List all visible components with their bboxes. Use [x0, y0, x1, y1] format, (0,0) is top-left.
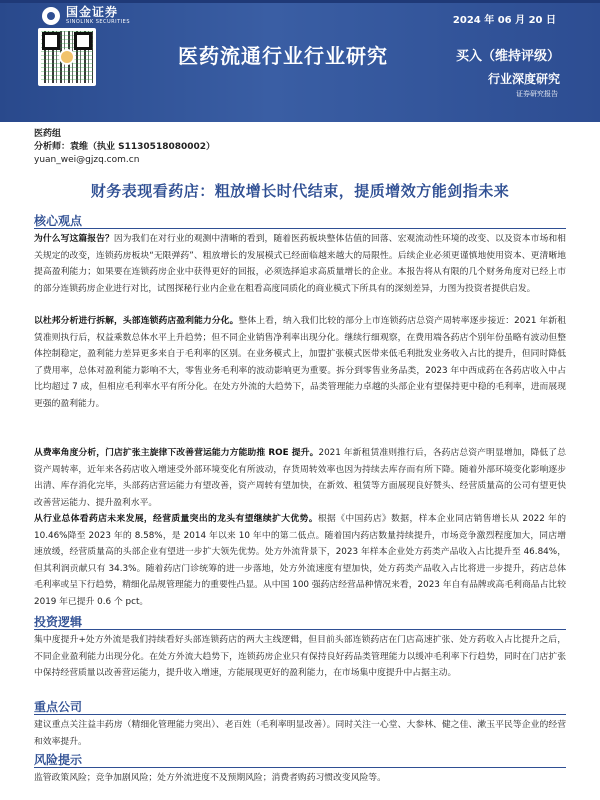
analyst-email[interactable]: yuan_wei@gjzq.com.cn: [34, 155, 140, 165]
report-date: 2024 年 06 月 20 日: [452, 15, 556, 26]
report-title: 医药流通行业行业研究: [178, 44, 388, 68]
header-top-stripe: [0, 0, 600, 3]
section-risks-rule: [34, 767, 566, 768]
qr-code: [38, 28, 96, 86]
qr-center-logo: [59, 49, 75, 65]
logic-paragraph: 集中度提升+处方外流是我们持续看好头部连锁药店的两大主线逻辑，但目前头部连锁药店在门店高速扩张、处方药收入占比提升之后，不同企业盈利能力出现分化。在处方外流大趋势下，连锁药房企业只有保持良好药品类管理能力以缓冲毛利率下行趋势，同时在门店扩张中保持经营质量以改善营运能力，提升收入增速，方能展现更好的盈利能力，在市场集中度提升中占据主动。: [34, 635, 566, 679]
core-p3-body: 2021 年新租赁准则推行后，各药店总资产明显增加，降低了总资产周转率，近年来各药店收入增速受外部环境变化有所波动，存货周转效率也因为持续去库存而有所下降。随着外部环境变化影响逐步出清、库存消化完毕，头部药店营运能力有望改善，资产周转有望加快，在新效、租赁等方面展现良好赞头、经营质量高的公司有望更快改善营运能力、提升盈利水平。: [34, 448, 566, 508]
core-paragraph-1: [34, 231, 566, 297]
analyst-label: 分析师：: [34, 142, 71, 152]
report-category: 证券研究报告: [516, 90, 558, 98]
core-paragraph-2: [34, 313, 566, 413]
core-paragraph-4: [34, 511, 566, 611]
logo-name-cn: 国金证券: [66, 5, 119, 19]
section-logic-rule: [34, 629, 566, 630]
report-headline: 财务表现看药店：粗放增长时代结束，提质增效方能剑指未来: [90, 182, 510, 200]
section-core-heading: 核心观点: [34, 214, 83, 228]
research-group: 医药组: [34, 129, 62, 139]
core-p2-body: 整体上看，纳入我们比较的部分上市连锁药店总资产周转率逐步接近：2021 年新租赁准则执行后，权益乘数总体水平上升趋势；但不同企业销售净利率出现分化。继续行细观察，在费用端各药店个别年份虽略有波动但整体控制稳定，盈利能力差异更多来自于毛利率的区别。在业务模式上，加盟扩张模式医带来低毛利批发业务收入占比的提升，但同时降低了费用率，总体对盈利能力影响不大，零售业务毛利率的波动影响更为重要。拆分到零售业务品类，2023 年中西成药在各药店收入中占比均超过 7 成，但相应毛利率水平有所分化。在处方外流的大趋势下，品类管理能力卓越的头部企业有望保持更中稳的毛利率，进而展现更强的盈利能力。: [34, 316, 566, 409]
section-risks-heading: 风险提示: [34, 753, 83, 767]
qr-code-pattern: [41, 31, 93, 83]
section-companies-rule: [34, 714, 566, 715]
section-core-rule: [34, 228, 566, 229]
core-p2-lead: 以杜邦分析进行拆解，头部连锁药店盈利能力分化。: [34, 316, 239, 326]
report-header: [0, 0, 600, 122]
analyst-info: [34, 128, 215, 167]
company-logo: [42, 6, 130, 25]
core-p1-lead: 为什么写这篇报告？: [34, 234, 114, 244]
logo-text: [66, 6, 130, 25]
core-p4-body: 根据《中国药店》数据，样本企业同店销售增长从 2022 年的 10.46%降至 2023 年的 8.58%，是 2014 年以来 10 年中的第二低点。随着国内药店数量持续提升，市场竞争激烈程度加大，同店增速放缓，经营质量高的头部企业有望进一步扩大领先优势。处方外流背景下，2023 年样本企业处方药类产品收入占比提升至 46.84%，但其利润贡献只有 34.3%。随着药店门诊统筹的进一步落地，处方外流速度有望加快，处方药类产品收入占比将进一步提升，药店总体毛利率或呈下行趋势，精细化品规管理能力的重要性凸显。从中国 100 强药店经营品种情况来看，2023 年自有品牌或高毛利商品占比较 2019 年已提升 0.6 个 pct。: [34, 514, 566, 607]
analyst-line: [34, 141, 215, 154]
core-paragraph-3: [34, 445, 566, 511]
section-companies-heading: 重点公司: [34, 700, 83, 714]
core-p3-lead: 从费率角度分析，门店扩张主旋律下改善营运能力方能助推 ROE 提升。: [34, 448, 319, 458]
section-logic-heading: 投资逻辑: [34, 615, 83, 629]
core-p4-lead: 从行业总体看药店未来发展，经营质量突出的龙头有望继续扩大优势。: [34, 514, 318, 524]
risks-paragraph: 监管政策风险；竞争加剧风险；处方外流进度不及预期风险；消费者购药习惯改变风险等。: [34, 773, 386, 783]
core-p1-body: 因为我们在对行业的观测中清晰的看到，随着医药板块整体估值的回落、宏观流动性环境的改变、以及资本市场和相关规定的改变，连锁药房板块“无限弹药”、粗放增长的发展模式已经面临越来越大的局限性。后续企业必须更谨慎地使用资本、更清晰地提高盈利能力；如果要在连锁药房企业中获得更好的回报，必须选择追求高质量增长的企业。本报告将从有限的几个财务角度对已经上市的部分连锁药房企业进行对比，试图探秘行业内企业在粗看高度同质化的商业模式下所具有的深刻差异，力图为投资者提供启发。: [34, 234, 566, 294]
rating-badge: 买入（维持评级）: [455, 49, 560, 64]
analyst-name: 袁维（执业 S1130518080002）: [70, 142, 216, 152]
report-type: 行业深度研究: [487, 72, 560, 86]
logo-icon: [42, 7, 60, 25]
logo-name-en: SINOLINK SECURITIES: [66, 19, 130, 25]
companies-paragraph: 建议重点关注益丰药房（精细化管理能力突出）、老百姓（毛利率明显改善）。同时关注一心堂、大参林、健之佳、漱玉平民等企业的经营和效率提升。: [34, 720, 566, 747]
